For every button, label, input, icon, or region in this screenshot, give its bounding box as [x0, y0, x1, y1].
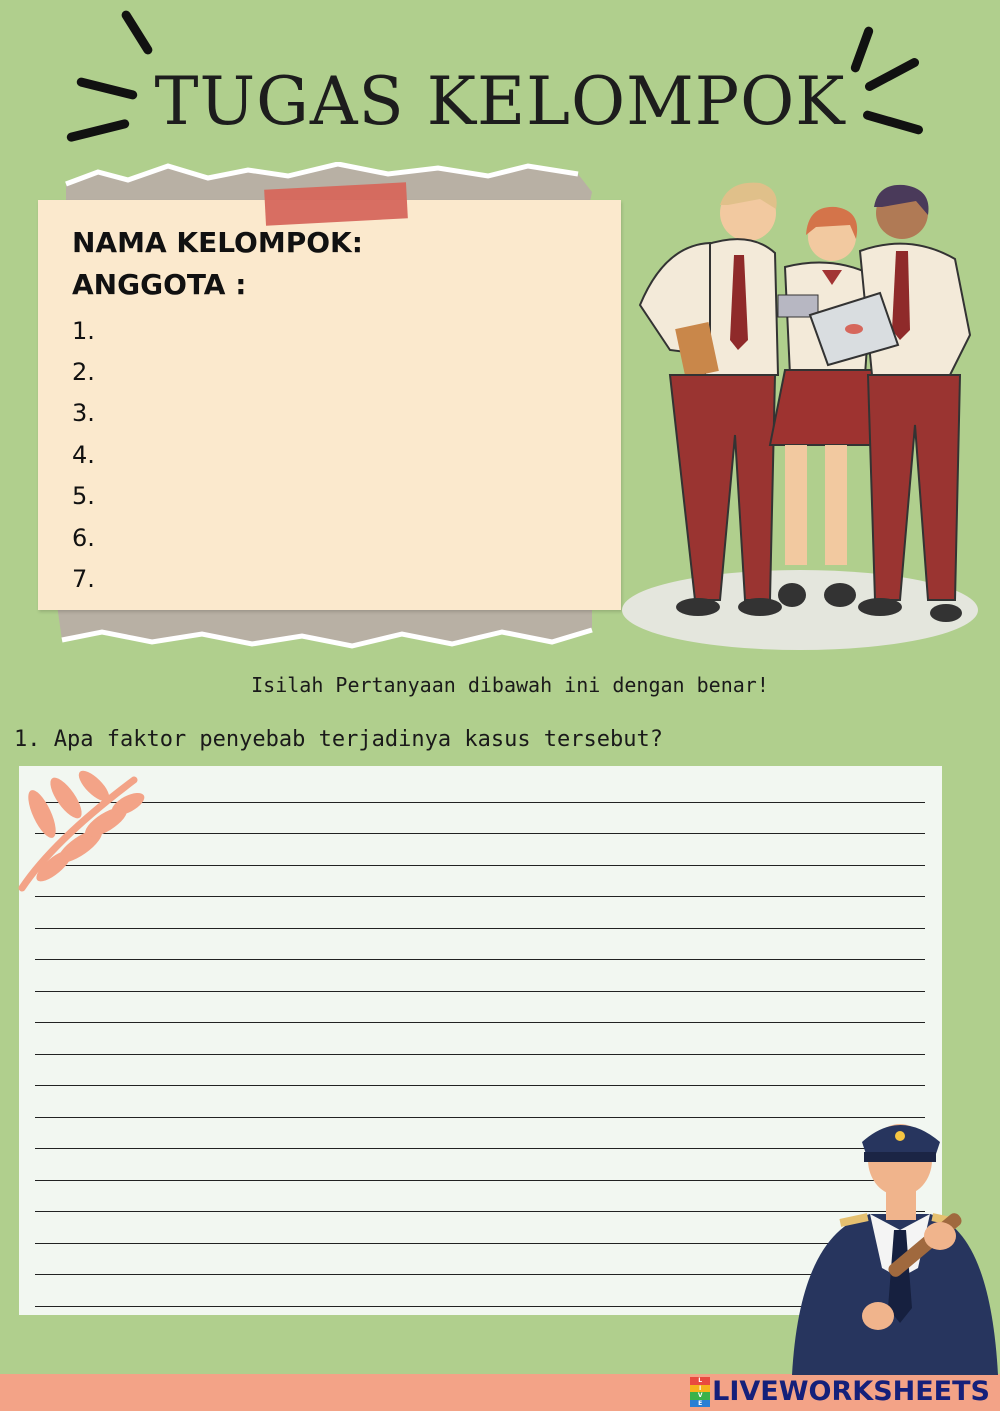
- question-text: 1. Apa faktor penyebab terjadinya kasus tersebut?: [14, 727, 664, 752]
- group-info-note: [38, 200, 621, 610]
- police-officer-illustration: [790, 1118, 1000, 1375]
- group-name-label: NAMA KELOMPOK:: [72, 226, 363, 259]
- students-illustration: [610, 175, 990, 650]
- title-deco-dash: [862, 110, 924, 136]
- tape-strip: [264, 182, 408, 225]
- member-line[interactable]: 6.: [72, 524, 95, 552]
- member-line[interactable]: 5.: [72, 482, 95, 510]
- member-line[interactable]: 3.: [72, 399, 95, 427]
- member-line[interactable]: 1.: [72, 317, 95, 345]
- title-deco-dash: [76, 77, 138, 101]
- answer-line: [35, 802, 925, 803]
- answer-line: [35, 1054, 925, 1055]
- answer-line: [35, 1085, 925, 1086]
- members-label: ANGGOTA :: [72, 268, 247, 301]
- member-line[interactable]: 2.: [72, 358, 95, 386]
- student-left: [640, 183, 782, 616]
- brand-name: LIVEWORKSHEETS: [712, 1376, 990, 1407]
- member-line[interactable]: 7.: [72, 565, 95, 593]
- answer-line: [35, 1022, 925, 1023]
- member-line[interactable]: 4.: [72, 441, 95, 469]
- brand-watermark: [690, 1376, 990, 1408]
- title-deco-dash: [120, 9, 154, 56]
- page-title: TUGAS KELOMPOK: [154, 63, 846, 140]
- title-deco-dash: [863, 56, 920, 92]
- leaf-branch-icon: [14, 770, 154, 895]
- answer-line: [35, 865, 925, 866]
- answer-line: [35, 896, 925, 897]
- brand-logo-icon: L I V E: [690, 1377, 710, 1407]
- answer-line: [35, 928, 925, 929]
- title-deco-dash: [66, 118, 130, 142]
- answer-line: [35, 959, 925, 960]
- answer-line: [35, 833, 925, 834]
- instruction-text: Isilah Pertanyaan dibawah ini dengan benar!: [251, 673, 769, 697]
- title-deco-dash: [850, 25, 875, 73]
- answer-line: [35, 991, 925, 992]
